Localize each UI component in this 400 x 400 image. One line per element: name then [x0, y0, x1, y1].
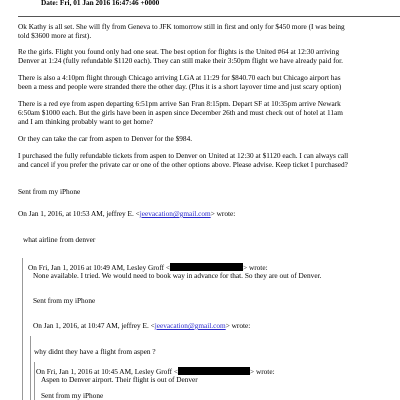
redaction-block: [178, 367, 250, 375]
quote-bar: [30, 336, 31, 400]
body-line: 6:50am $1000 each. But the girls have been in aspen since December 26th and must check out of hotel at 11am: [18, 108, 343, 117]
signature: Sent from my iPhone: [41, 391, 104, 400]
attribution-suffix: > wrote:: [250, 367, 275, 376]
body-line: Or they can take the car from aspen to Denver for the $984.: [18, 134, 193, 143]
body-line: Denver at 1:24 (fully refundable $1120 each). They can still make their 3:50pm flight we have already paid for.: [18, 56, 344, 65]
body-line: and I am thinking probably want to get home?: [18, 117, 153, 126]
header-rule: [18, 16, 400, 17]
signature: Sent from my iPhone: [18, 187, 81, 196]
body-line: Ok Kathy is all set. She will fly from Geneva to JFK tomorrow still in first and only for $450 more (I was being: [18, 22, 345, 31]
body-line: There is also a 4:10pm flight through Chicago arriving LGA at 11:29 for $840.70 each but Chicago airport has: [18, 73, 341, 82]
body-line: and cancel if you prefer the private car or one of the other options above. Please advise. Keep ticket I purchased?: [18, 160, 348, 169]
quote-body: what airline from denver: [23, 235, 96, 244]
signature: Sent from my iPhone: [33, 296, 96, 305]
quote-body: None available. I tried. We would need to book way in advance for that. So they are out of Denver.: [33, 271, 322, 280]
attribution-suffix: > wrote:: [210, 209, 236, 218]
body-line: There is a red eye from aspen departing 6:51pm arrive San Fran 8:15pm. Depart SF at 10:35pm arrive Newark: [18, 99, 341, 108]
attribution-suffix: > wrote:: [243, 263, 268, 272]
attribution-text: On Fri, Jan 1, 2016 at 10:49 AM, Lesley Groff <: [28, 263, 171, 272]
body-line: told $3600 more at first).: [18, 31, 92, 40]
quote-bar: [22, 258, 23, 400]
attribution-text: On Jan 1, 2016, at 10:47 AM, jeffrey E. <: [33, 321, 155, 330]
quote-attribution: [33, 322, 250, 331]
attribution-suffix: > wrote:: [225, 321, 251, 330]
date-header: [41, 0, 159, 8]
email-link[interactable]: jeevacation@gmail.com: [154, 321, 226, 330]
body-line: I purchased the fully refundable tickets from aspen to Denver on United at 12:30 at $1120 each. I can always call: [18, 151, 349, 160]
body-line: Re the girls. Flight you found only had one seat. The best option for flights is the United #64 at 12:30 arriving: [18, 47, 340, 56]
quote-body: why didnt they have a flight from aspen ?: [34, 347, 156, 356]
quote-attribution: [18, 210, 235, 219]
attribution-text: On Jan 1, 2016, at 10:53 AM, jeffrey E. <: [18, 209, 140, 218]
body-line: been a mess and people were stranded there the other day. (Plus it is a short layover time and just scary option): [18, 82, 342, 91]
quote-bar: [34, 362, 35, 400]
date-value: Fri, 01 Jan 2016 16:47:46 +0000: [59, 0, 160, 7]
date-label: Date:: [41, 0, 59, 7]
attribution-text: On Fri, Jan 1, 2016 at 10:45 AM, Lesley Groff <: [36, 367, 179, 376]
quote-body: Aspen to Denver airport. Their flight is out of Denver: [41, 375, 198, 384]
email-link[interactable]: jeevacation@gmail.com: [139, 209, 211, 218]
redaction-block: [170, 263, 243, 271]
